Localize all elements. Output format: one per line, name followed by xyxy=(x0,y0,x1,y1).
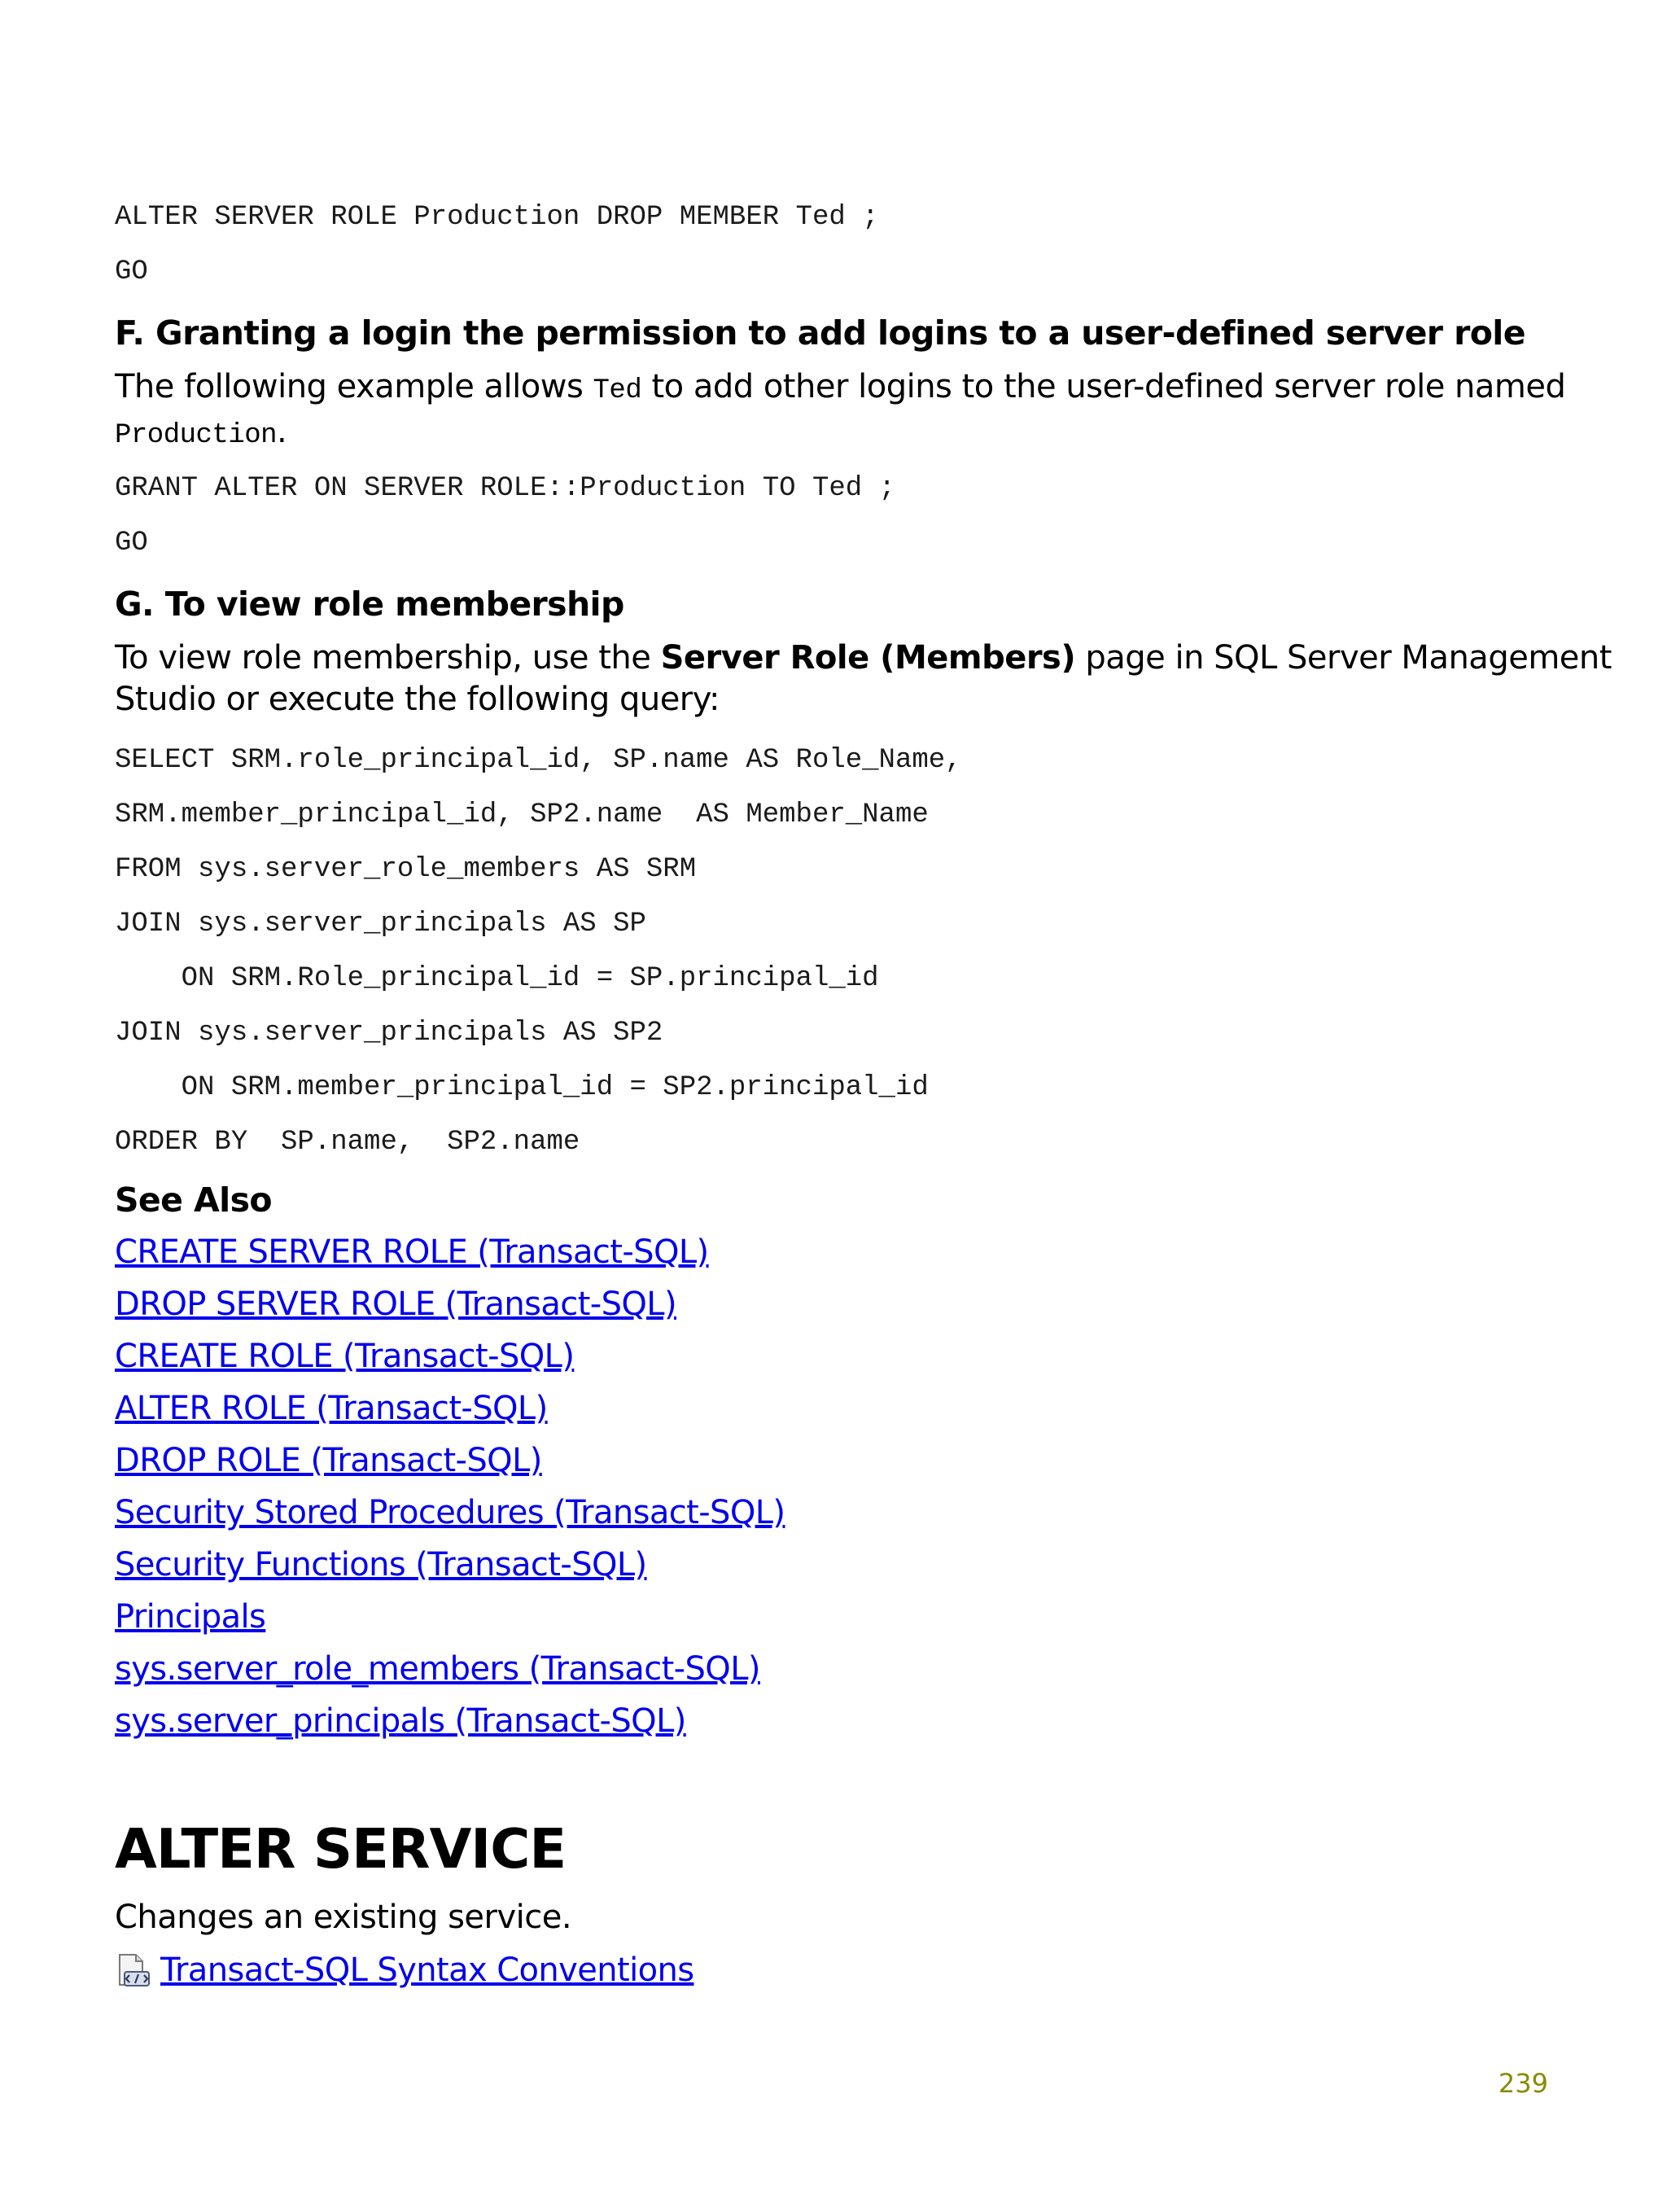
code-line: SRM.member_principal_id, SP2.name AS Member_Name xyxy=(115,799,929,830)
code-line: ON SRM.member_principal_id = SP2.principal_id xyxy=(115,1072,929,1103)
code-line: JOIN sys.server_principals AS SP xyxy=(115,909,646,940)
see-also-link[interactable]: DROP SERVER ROLE (Transact-SQL) xyxy=(115,1286,676,1323)
section-g-heading: G. To view role membership xyxy=(115,585,624,624)
code-line: GO xyxy=(115,528,148,558)
code-line: GO xyxy=(115,256,148,287)
code-line: ALTER SERVER ROLE Production DROP MEMBER Ted ; xyxy=(115,202,879,233)
page-number: 239 xyxy=(1498,2068,1548,2099)
syntax-conventions-row xyxy=(115,1947,693,1993)
alter-service-title: ALTER SERVICE xyxy=(115,1817,567,1881)
see-also-link[interactable]: CREATE SERVER ROLE (Transact-SQL) xyxy=(115,1233,709,1271)
see-also-link[interactable]: DROP ROLE (Transact-SQL) xyxy=(115,1442,542,1479)
inline-code: Production xyxy=(115,420,278,451)
see-also-link[interactable]: Security Stored Procedures (Transact-SQL) xyxy=(115,1494,785,1531)
code-line: GRANT ALTER ON SERVER ROLE::Production TO Ted ; xyxy=(115,473,895,504)
code-line: JOIN sys.server_principals AS SP2 xyxy=(115,1018,663,1049)
document-code-icon xyxy=(115,1952,151,1988)
see-also-heading: See Also xyxy=(115,1180,272,1220)
section-f-heading: F. Granting a login the permission to add logins to a user-defined server role xyxy=(115,313,1525,353)
see-also-link[interactable]: sys.server_principals (Transact-SQL) xyxy=(115,1702,686,1740)
see-also-link[interactable]: Principals xyxy=(115,1598,266,1636)
code-line: ORDER BY SP.name, SP2.name xyxy=(115,1127,580,1158)
code-line: ON SRM.Role_principal_id = SP.principal_id xyxy=(115,963,879,994)
alter-service-description: Changes an existing service. xyxy=(115,1899,572,1936)
see-also-link[interactable]: CREATE ROLE (Transact-SQL) xyxy=(115,1338,575,1375)
see-also-link[interactable]: Security Functions (Transact-SQL) xyxy=(115,1546,647,1583)
syntax-conventions-link[interactable]: Transact-SQL Syntax Conventions xyxy=(160,1951,694,1989)
ui-reference: Server Role (Members) xyxy=(660,639,1076,677)
see-also-link[interactable]: sys.server_role_members (Transact-SQL) xyxy=(115,1650,760,1688)
section-g-paragraph-line2: Studio or execute the following query: xyxy=(115,681,720,718)
code-line: SELECT SRM.role_principal_id, SP.name AS Role_Name, xyxy=(115,745,962,776)
code-line: FROM sys.server_role_members AS SRM xyxy=(115,854,697,885)
section-f-paragraph-line2: Production. xyxy=(115,413,287,451)
see-also-link[interactable]: ALTER ROLE (Transact-SQL) xyxy=(115,1390,548,1427)
section-g-paragraph: To view role membership, use the Server Role (Members) page in SQL Server Management xyxy=(115,639,1612,677)
inline-code: Ted xyxy=(593,375,642,406)
section-f-paragraph: The following example allows Ted to add other logins to the user-defined server role named xyxy=(115,368,1566,406)
